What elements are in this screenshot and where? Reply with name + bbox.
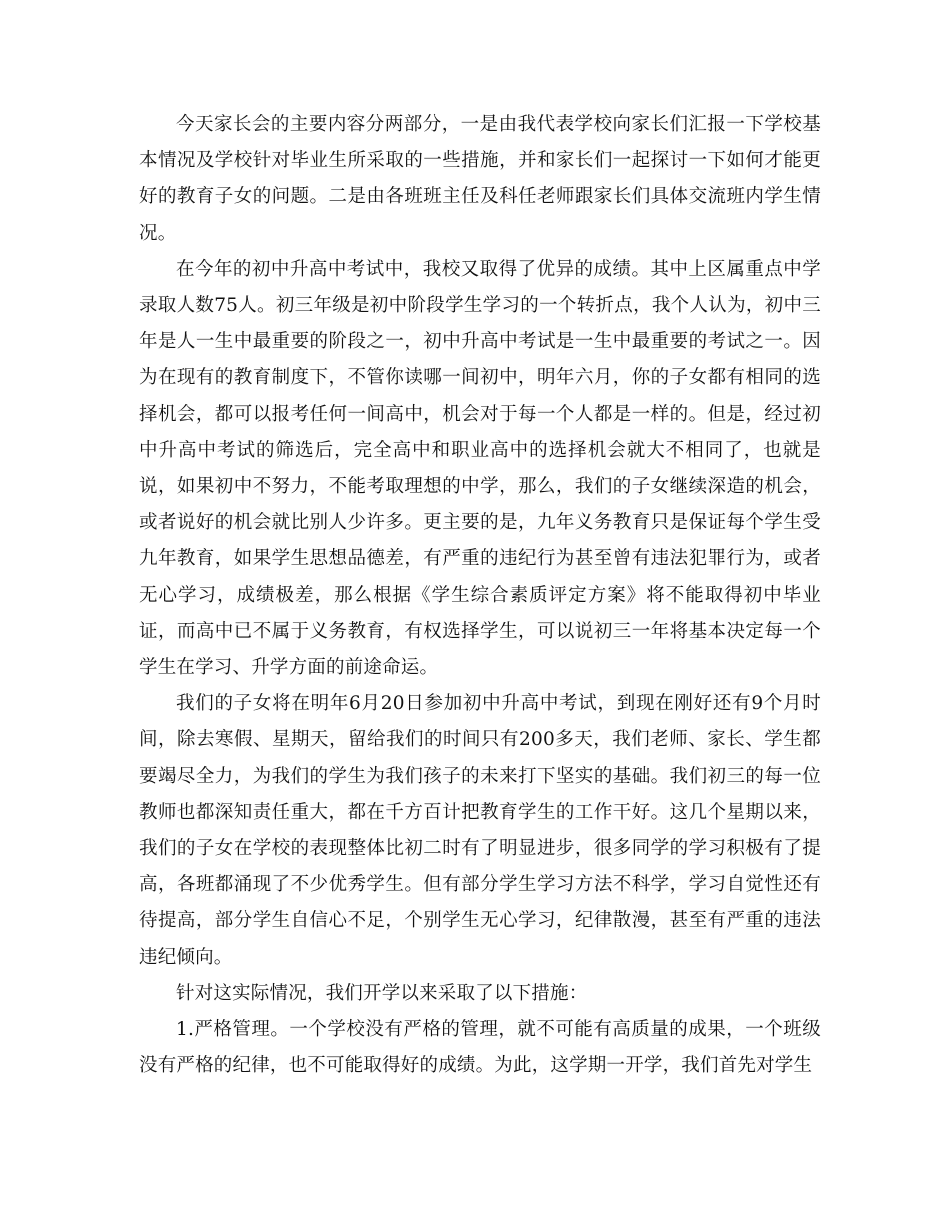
paragraph-timeline: 我们的子女将在明年6月20日参加初中升高中考试，到现在刚好还有9个月时间，除去寒假、星期天，留给我们的时间只有200多天，我们老师、家长、学生都要竭尽全力，为我们的学生为我们孩子的未来打下坚实的基础。我们初三的每一位教师也都深知责任重大，都在千方百计把教育学生的工作干好。这几个星期以来，我们的子女在学校的表现整体比初二时有了明显进步，很多同学的学习积极有了提高，各班都涌现了不少优秀学生。但有部分学生学习方法不科学，学习自觉性还有待提高，部分学生自信心不足，个别学生无心学习，纪律散漫，甚至有严重的违法违纪倾向。 <box>139 693 821 968</box>
document-body <box>139 107 821 1084</box>
paragraph-exam-results: 在今年的初中升高中考试中，我校又取得了优异的成绩。其中上区属重点中学录取人数75人。初三年级是初中阶段学生学习的一个转折点，我个人认为，初中三年是人一生中最重要的阶段之一，初中升高中考试是一生中最重要的考试之一。因为在现有的教育制度下，不管你读哪一间初中，明年六月，你的子女都有相同的选择机会，都可以报考任何一间高中，机会对于每一个人都是一样的。但是，经过初中升高中考试的筛选后，完全高中和职业高中的选择机会就大不相同了，也就是说，如果初中不努力，不能考取理想的中学，那么，我们的子女继续深造的机会，或者说好的机会就比别人少许多。更主要的是，九年义务教育只是保证每个学生受九年教育，如果学生思想品德差，有严重的违纪行为甚至曾有违法犯罪行为，或者无心学习，成绩极差，那么根据《学生综合素质评定方案》将不能取得初中毕业证，而高中已不属于义务教育，有权选择学生，可以说初三一年将基本决定每一个学生在学习、升学方面的前途命运。 <box>139 258 821 679</box>
paragraph-measures-intro: 针对这实际情况，我们开学以来采取了以下措施： <box>176 982 588 1004</box>
paragraph-intro: 今天家长会的主要内容分两部分，一是由我代表学校向家长们汇报一下学校基本情况及学校针对毕业生所采取的一些措施，并和家长们一起探讨一下如何才能更好的教育子女的问题。二是由各班班主任及科任老师跟家长们具体交流班内学生情况。 <box>139 114 821 244</box>
paragraph-measure-1: 1.严格管理。一个学校没有严格的管理，就不可能有高质量的成果，一个班级没有严格的纪律，也不可能取得好的成绩。为此，这学期一开学，我们首先对学生 <box>139 1019 821 1077</box>
